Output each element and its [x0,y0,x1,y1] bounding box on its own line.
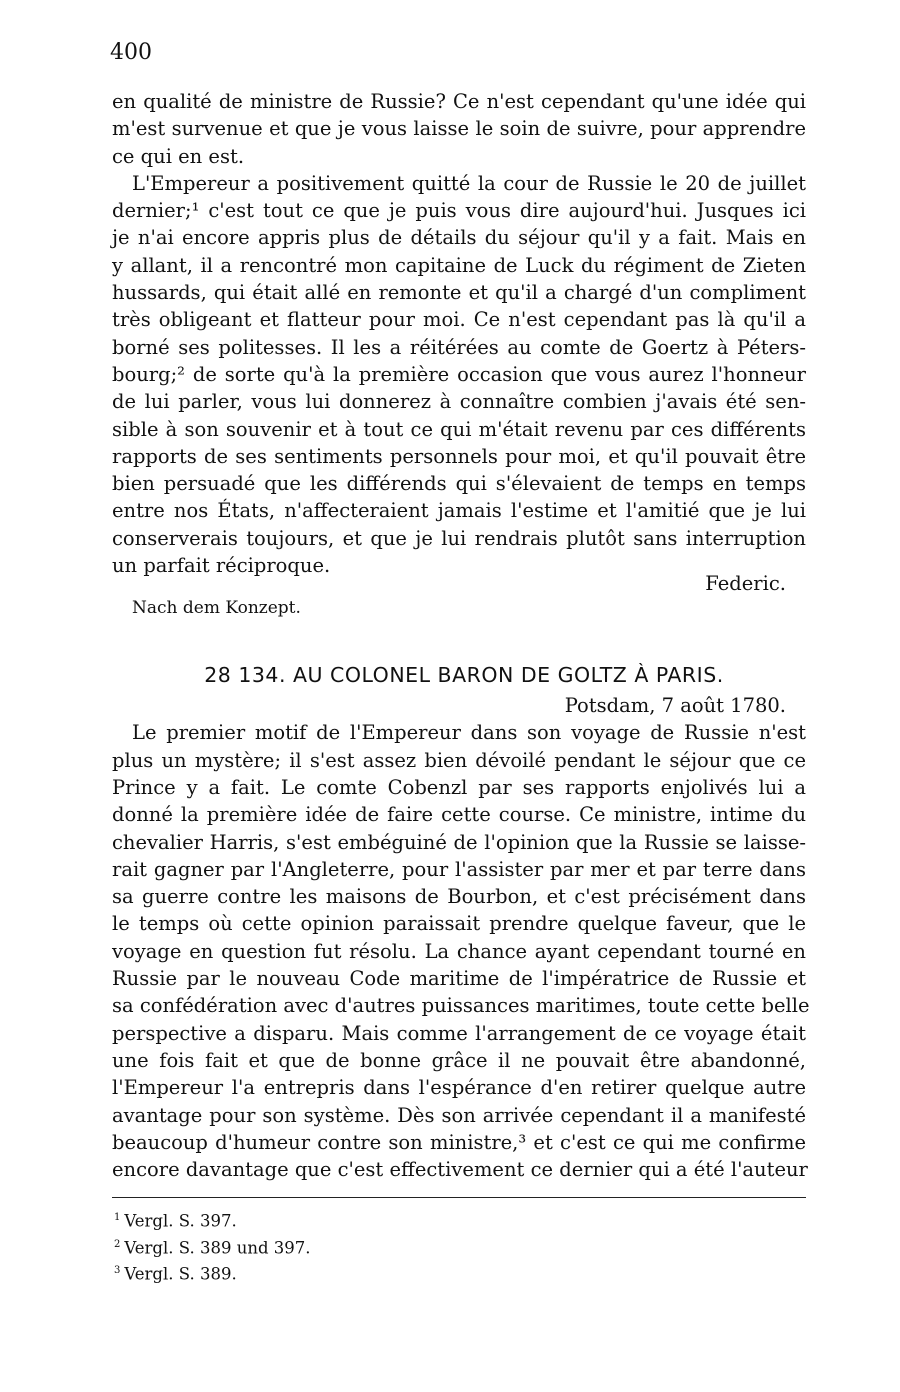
footnote-mark: 3 [114,1265,121,1277]
page-number: 400 [110,40,152,65]
text-line: plus un mystère; il s'est assez bien dévoilé pendant le séjour que ce [112,748,806,772]
text-line: sa confédération avec d'autres puissances maritimes, toute cette belle [112,994,810,1018]
text-line: rait gagner par l'Angleterre, pour l'assister par mer et par terre dans [112,857,806,881]
paragraph-1 [112,88,806,170]
text-line: voyage en question fut résolu. La chance ayant cependant tourné en [112,939,806,963]
text-line: hussards, qui était allé en remonte et qu'il a chargé d'un compliment [112,281,806,305]
text-line: une fois fait et que de bonne grâce il ne pouvait être abandonné, [112,1048,806,1072]
text-line: ce qui en est. [112,144,245,168]
document-page [110,38,810,1286]
text-line: un parfait réciproque. [112,554,331,578]
paragraph-3 [112,719,810,1183]
text-line: l'Empereur l'a entrepris dans l'espérance d'en retirer quelque autre [112,1076,806,1100]
text-line: perspective a disparu. Mais comme l'arrangement de ce voyage était [112,1021,806,1045]
text-line: bourg;² de sorte qu'à la première occasion que vous aurez l'honneur [112,362,806,386]
text-line: donné la première idée de faire cette course. Ce ministre, intime du [112,803,806,827]
text-line: encore davantage que c'est effectivement ce dernier qui a été l'auteur [112,1158,808,1182]
text-line: sa guerre contre les maisons de Bourbon, et c'est précisément dans [112,885,806,909]
text-line: le temps où cette opinion paraissait prendre quelque faveur, que le [112,912,806,936]
text-line: je n'ai encore appris plus de détails du séjour qu'il y a fait. Mais en [112,226,806,250]
text-line: dernier;¹ c'est tout ce que je puis vous dire aujourd'hui. Jusques ici [112,199,806,223]
text-line: en qualité de ministre de Russie? Ce n'est cependant qu'une idée qui [112,90,806,113]
text-line: de lui parler, vous lui donnerez à connaître combien j'avais été sen- [112,390,806,414]
text-line: Le premier motif de l'Empereur dans son voyage de Russie n'est [132,721,806,745]
footnote-text: Vergl. S. 397. [124,1211,237,1231]
signature: Federic. [705,572,786,596]
letter-heading: 28 134. AU COLONEL BARON DE GOLTZ À PARIS. [204,663,724,688]
text-line: rapports de ses sentiments personnels pour moi, et qu'il pouvait être [112,444,806,468]
text-line: avantage pour son système. Dès son arrivée cependant il a manifesté [112,1103,806,1127]
dateline: Potsdam, 7 août 1780. [564,694,786,718]
footnote-text: Vergl. S. 389. [124,1264,237,1284]
text-line: Prince y a fait. Le comte Cobenzl par ses rapports enjolivés lui a [112,775,806,799]
text-line: entre nos États, n'affecteraient jamais l'estime et l'amitié que je lui [112,499,806,523]
text-line: y allant, il a rencontré mon capitaine de Luck du régiment de Zieten [112,253,806,277]
text-line: borné ses politesses. Il les a réitérées au comte de Goertz à Péters- [112,335,806,359]
text-line: sible à son souvenir et à tout ce qui m'était revenu par ces différents [112,417,806,441]
footnote [114,1206,806,1233]
text-line: très obligeant et flatteur pour moi. Ce n'est cependant pas là qu'il a [112,308,806,332]
footnote-divider [112,1197,806,1198]
footnote-mark: 1 [114,1212,121,1224]
text-line: chevalier Harris, s'est embéguiné de l'opinion que la Russie se laisse- [112,830,806,854]
text-line: m'est survenue et que je vous laisse le soin de suivre, pour apprendre [112,117,806,141]
footnote-mark: 2 [114,1238,121,1250]
footnotes [112,1206,806,1286]
text-line: Russie par le nouveau Code maritime de l'impératrice de Russie et [112,967,806,991]
footnote [114,1259,806,1286]
text-line: conserverais toujours, et que je lui rendrais plutôt sans interruption [112,526,806,550]
source-note: Nach dem Konzept. [132,598,301,619]
footnote-text: Vergl. S. 389 und 397. [124,1238,311,1258]
footnote [114,1233,806,1260]
text-line: L'Empereur a positivement quitté la cour de Russie le 20 de juillet [132,171,806,195]
text-line: beaucoup d'humeur contre son ministre,³ et c'est ce qui me confirme [112,1130,806,1154]
text-line: bien persuadé que les différends qui s'élevaient de temps en temps [112,472,806,496]
paragraph-2 [112,170,806,579]
